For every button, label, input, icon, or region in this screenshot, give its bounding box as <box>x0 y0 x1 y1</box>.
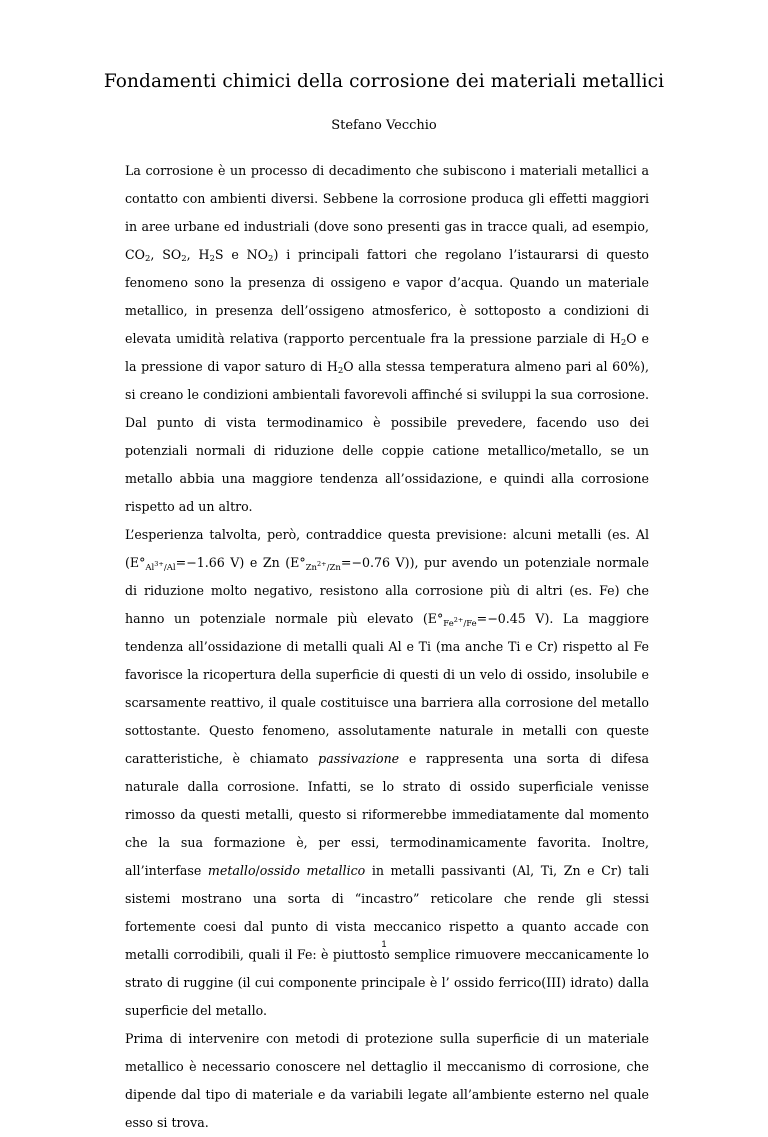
slash: / <box>255 863 260 878</box>
subscript: 2 <box>268 254 274 264</box>
paragraph-intro <box>125 157 649 521</box>
subscript: 2 <box>144 254 151 264</box>
superscript-charge: 2+ <box>317 560 327 568</box>
paragraph-text: ) i principali fattori che regolano l’istaurarsi di questo fenomeno sono la presenza di ossigeno e vapor d’acqua. Quando un materiale metallico, in presenza dell’ossigeno atmosferico, è sottoposto a condizioni di elevata umidità relativa (rapporto percentuale fra la pressione parziale di H <box>125 247 650 346</box>
document-author: Stefano Vecchio <box>331 118 437 133</box>
paragraph-text: =−1.66 V) e Zn (E° <box>175 555 306 570</box>
subscript-base: Zn <box>305 563 318 573</box>
subscript-base: Fe <box>443 619 454 629</box>
subscript: 2 <box>620 338 627 348</box>
paragraph-text: in metalli passivanti (Al, Ti, Zn e Cr) tali sistemi mostrano una sorta di “incastro” reticolare che rende gli stessi fortemente coesi dal punto di vista meccanico rispetto a quanto accade con metalli corrodibili, quali il Fe: è piuttosto semplice rimuovere meccanicamente lo strato di ruggine (il cui componente principale è l’ ossido ferrico(III) idrato) dalla superficie del metallo. <box>125 863 649 1018</box>
paragraph-text: =−0.76 V)), pur avendo un potenziale normale di riduzione molto negativo, resistono alla corrosione più di altri (es. Fe) che hanno un potenziale normale più elevato (E° <box>125 555 649 626</box>
paragraph-text: O alla stessa temperatura almeno pari al 60%), si creano le condizioni ambientali favorevoli affinché si sviluppi la sua corrosione. Dal punto di vista termodinamico è possibile prevedere, facendo uso dei potenziali normali di riduzione delle coppie catione metallico/metallo, se un metallo abbia una maggiore tendenza all’ossidazione, e quindi alla corrosione rispetto ad un altro. <box>125 359 650 514</box>
subscript-tail: /Fe <box>463 619 477 629</box>
paragraph-text: O e la pressione di vapor saturo di H <box>125 331 650 374</box>
page-number: 1 <box>381 939 387 949</box>
paragraph-text: L’esperienza talvolta, però, contraddice questa previsione: alcuni metalli (es. Al (E° <box>125 527 649 570</box>
superscript-charge: 2+ <box>453 616 464 624</box>
subscript-tail: /Al <box>163 563 176 573</box>
document-title: Fondamenti chimici della corrosione dei materiali metallici <box>103 71 665 92</box>
subscript-base: Al <box>145 563 155 573</box>
document-body <box>125 157 649 1137</box>
subscript: 2 <box>181 254 187 264</box>
potential-subscript-zn <box>305 560 341 573</box>
paragraph-text: S e NO <box>214 247 269 262</box>
superscript-charge: 3+ <box>154 560 164 568</box>
potential-subscript-fe <box>443 616 477 629</box>
subscript: 2 <box>337 366 344 376</box>
emphasis-ossido-metallico: ossido metallico <box>259 863 366 878</box>
paragraph-text: La corrosione è un processo di decadimento che subiscono i materiali metallici a contatto con ambienti diversi. Sebbene la corrosione produca gli effetti maggiori in aree urbane ed industriali (dove sono presenti gas in tracce quali, ad esempio, CO <box>125 163 649 262</box>
emphasis-metallo: metallo <box>207 863 256 878</box>
subscript: 2 <box>209 254 215 264</box>
potential-subscript-al <box>145 560 176 573</box>
paragraph-text: e rappresenta una sorta di difesa naturale dalla corrosione. Infatti, se lo strato di ossido superficiale venisse rimosso da questi metalli, questo si riformerebbe immediatamente dal momento che la sua formazione è, per essi, termodinamicamente favorita. Inoltre, all’interfase <box>125 751 650 878</box>
paragraph-text: =−0.45 V). La maggiore tendenza all’ossidazione di metalli quali Al e Ti (ma anche Ti e Cr) rispetto al Fe favorisce la ricopertura della superficie di questi di un velo di ossido, insolubile e scarsamente reattivo, il quale costituisce una barriera alla corrosione del metallo sottostante. Questo fenomeno, assolutamente naturale in metalli con queste caratteristiche, è chiamato <box>125 611 649 766</box>
paragraph-conclusion: Prima di intervenire con metodi di protezione sulla superficie di un materiale metallico è necessario conoscere nel dettaglio il meccanismo di corrosione, che dipende dal tipo di materiale e da variabili legate all’ambiente esterno nel quale esso si trova. <box>125 1031 649 1130</box>
paragraph-text: , SO <box>150 247 182 262</box>
emphasis-passivazione: passivazione <box>318 751 400 766</box>
subscript-tail: /Zn <box>326 563 341 573</box>
paragraph-text: , H <box>186 247 210 262</box>
